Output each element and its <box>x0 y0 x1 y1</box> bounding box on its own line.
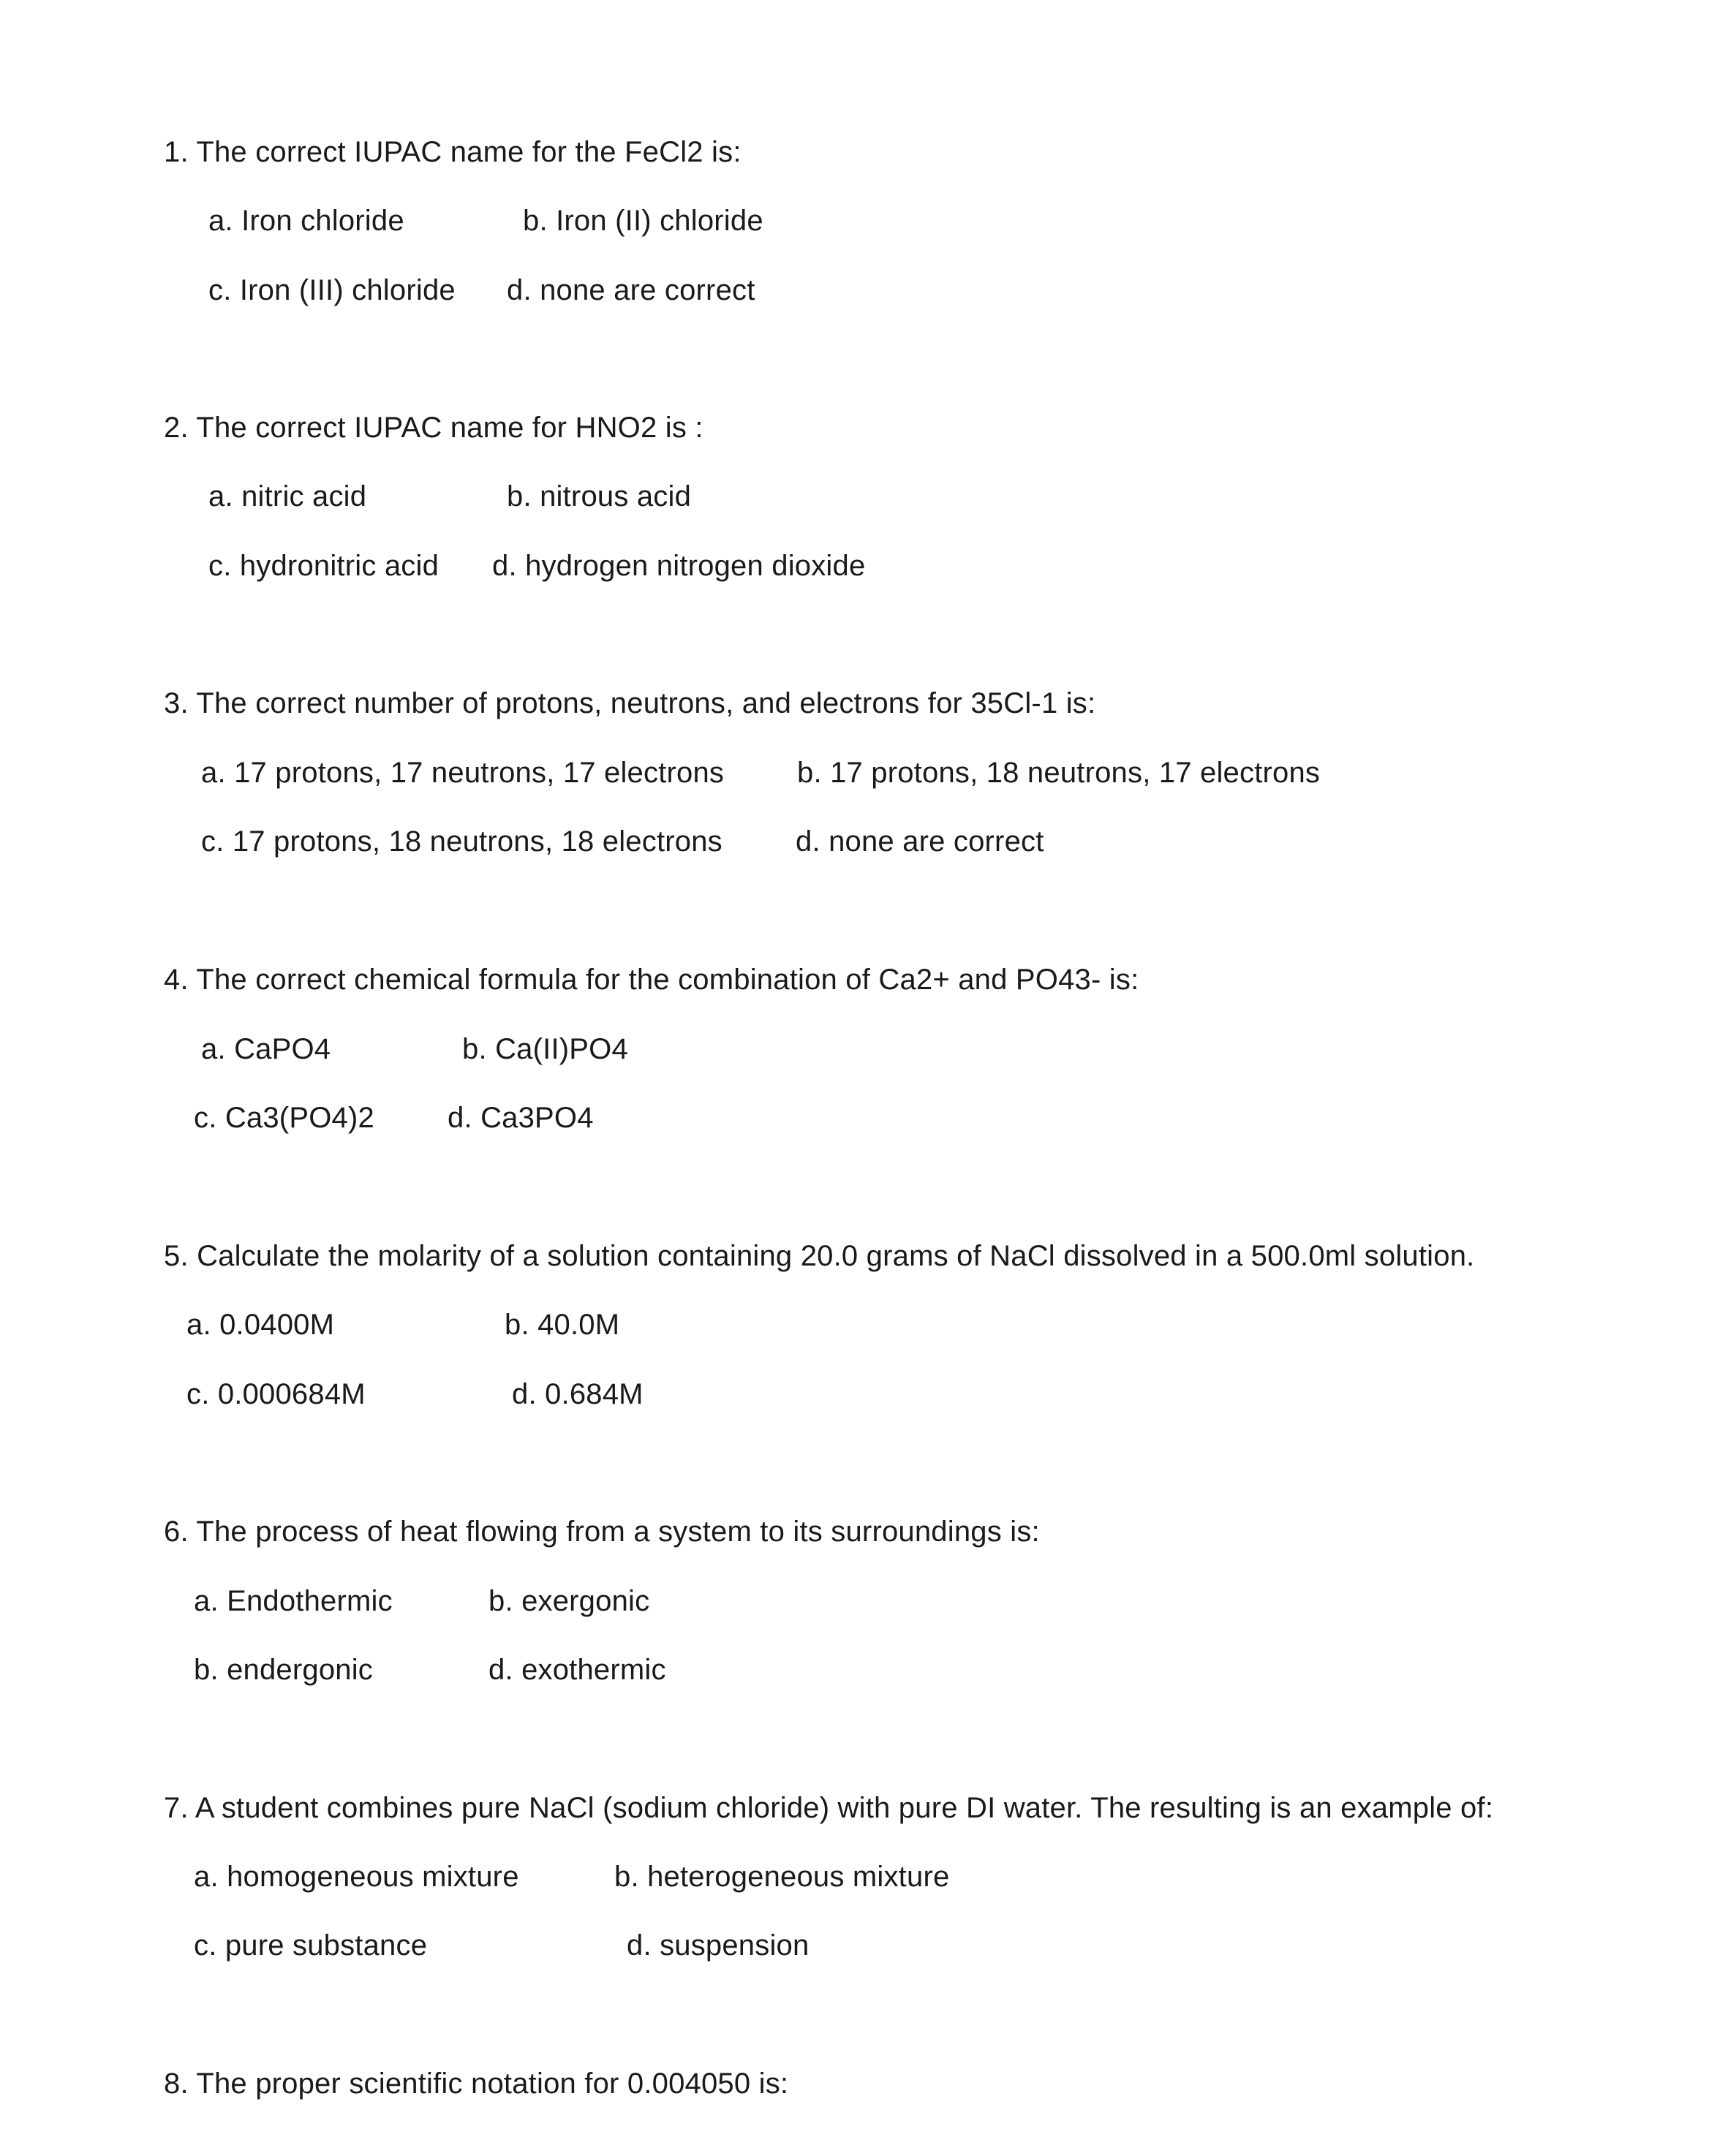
question-5-option-a: a. 0.0400M <box>186 1309 335 1341</box>
question-2-option-a: a. nitric acid <box>208 480 367 512</box>
question-3-option-c: c. 17 protons, 18 neutrons, 18 electrons <box>201 825 722 858</box>
question-6-prompt: 6. The process of heat flowing from a system to its surroundings is: <box>164 1516 1040 1548</box>
question-5-option-d: d. 0.684M <box>512 1378 644 1410</box>
question-1-option-b: b. Iron (II) chloride <box>523 205 763 237</box>
question-4-option-a: a. CaPO4 <box>201 1033 331 1065</box>
question-7-prompt: 7. A student combines pure NaCl (sodium chloride) with pure DI water. The resulting is an example of: <box>164 1792 1494 1824</box>
question-6-option-b: b. exergonic <box>488 1585 650 1617</box>
question-5-option-c: c. 0.000684M <box>186 1378 366 1410</box>
question-1-prompt: 1. The correct IUPAC name for the FeCl2 is: <box>164 136 742 168</box>
question-5-prompt: 5. Calculate the molarity of a solution containing 20.0 grams of NaCl dissolved in a 500.0ml solution. <box>164 1240 1475 1272</box>
question-6-option-a: a. Endothermic <box>194 1585 393 1617</box>
question-2-prompt: 2. The correct IUPAC name for HNO2 is : <box>164 412 703 444</box>
question-7-option-b: b. heterogeneous mixture <box>614 1861 950 1893</box>
question-1-option-c: c. Iron (III) chloride <box>208 274 456 306</box>
question-1-option-d: d. none are correct <box>507 274 755 306</box>
question-7-option-d: d. suspension <box>627 1929 810 1962</box>
question-3-prompt: 3. The correct number of protons, neutrons, and electrons for 35Cl-1 is: <box>164 687 1096 719</box>
question-6-option-c: b. endergonic <box>194 1654 374 1686</box>
question-1-option-a: a. Iron chloride <box>208 205 404 237</box>
question-3-option-d: d. none are correct <box>796 825 1044 858</box>
question-2-option-d: d. hydrogen nitrogen dioxide <box>492 550 866 582</box>
question-4-option-b: b. Ca(II)PO4 <box>462 1033 628 1065</box>
question-3-option-b: b. 17 protons, 18 neutrons, 17 electrons <box>797 757 1321 789</box>
question-4-prompt: 4. The correct chemical formula for the combination of Ca2+ and PO43- is: <box>164 964 1139 996</box>
question-4-option-c: c. Ca3(PO4)2 <box>194 1102 374 1134</box>
question-4-option-d: d. Ca3PO4 <box>448 1102 594 1134</box>
question-7-option-a: a. homogeneous mixture <box>194 1861 519 1893</box>
question-2-option-b: b. nitrous acid <box>507 480 692 512</box>
question-8-prompt: 8. The proper scientific notation for 0.004050 is: <box>164 2068 789 2100</box>
question-5-option-b: b. 40.0M <box>505 1309 620 1341</box>
question-2-option-c: c. hydronitric acid <box>208 550 439 582</box>
question-7-option-c: c. pure substance <box>194 1929 428 1962</box>
question-6-option-d: d. exothermic <box>488 1654 666 1686</box>
question-3-option-a: a. 17 protons, 17 neutrons, 17 electrons <box>201 757 725 789</box>
